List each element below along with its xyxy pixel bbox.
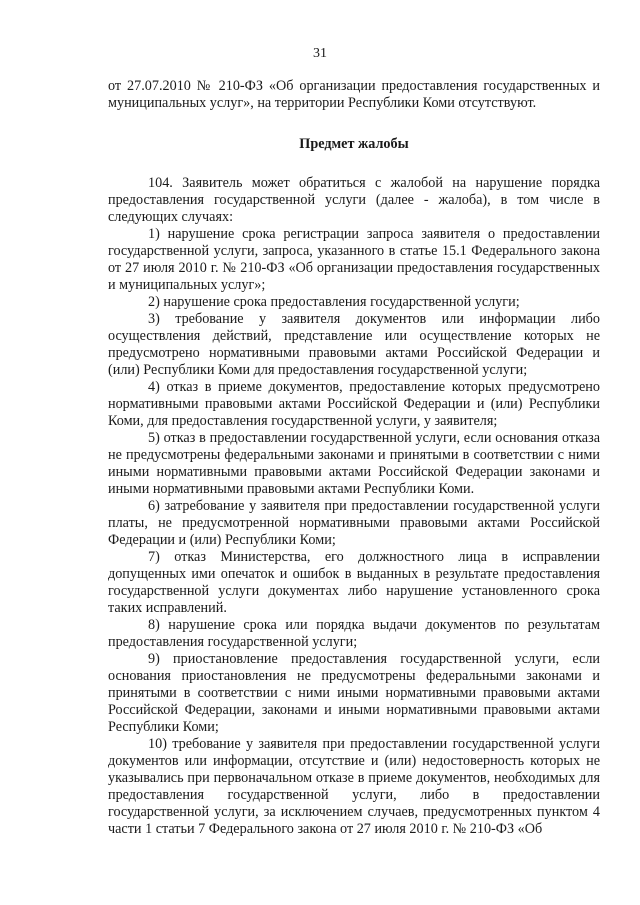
list-item-6: 6) затребование у заявителя при предоставлении государственной услуги платы, не предусмотренной нормативными правовыми актами Российской Федерации и (или) Республики Коми; <box>108 498 600 548</box>
list-item-7: 7) отказ Министерства, его должностного лица в исправлении допущенных ими опечаток и ошибок в выданных в результате предоставления государственной услуги документах либо нарушение установленного срока таких исправлений. <box>108 549 600 616</box>
list-item-8: 8) нарушение срока или порядка выдачи документов по результатам предоставления государственной услуги; <box>108 617 600 650</box>
document-body <box>108 78 600 838</box>
list-item-10: 10) требование у заявителя при предоставлении государственной услуги документов или информации, отсутствие и (или) недостоверность которых не указывались при первоначальном отказе в приеме документов, необходимых для предоставления государственной услуги, либо в предоставлении государственной услуги, за исключением случаев, предусмотренных пунктом 4 части 1 статьи 7 Федерального закона от 27 июля 2010 г. № 210-ФЗ «Об <box>108 736 600 837</box>
section-heading: Предмет жалобы <box>299 136 409 152</box>
intro-paragraph: от 27.07.2010 № 210-ФЗ «Об организации предоставления государственных и муниципальных услуг», на территории Республики Коми отсутствуют. <box>108 78 600 111</box>
paragraph-104: 104. Заявитель может обратиться с жалобой на нарушение порядка предоставления государственной услуги (далее - жалоба), в том числе в следующих случаях: <box>108 175 600 225</box>
list-item-3: 3) требование у заявителя документов или информации либо осуществления действий, представление или осуществление которых не предусмотрено нормативными правовыми актами Российской Федерации и (или) Республики Коми для предоставления государственной услуги; <box>108 311 600 378</box>
list-item-9: 9) приостановление предоставления государственной услуги, если основания приостановления не предусмотрены федеральными законами и принятыми в соответствии с ними иными нормативными правовыми актами Российской Федерации, законами и иными нормативными правовыми актами Республики Коми; <box>108 651 600 735</box>
list-item-1: 1) нарушение срока регистрации запроса заявителя о предоставлении государственной услуги, запроса, указанного в статье 15.1 Федерального закона от 27 июля 2010 г. № 210-ФЗ «Об организации предоставления государственных и муниципальных услуг»; <box>108 226 600 293</box>
list-item-2: 2) нарушение срока предоставления государственной услуги; <box>148 294 520 310</box>
list-item-5: 5) отказ в предоставлении государственной услуги, если основания отказа не предусмотрены федеральными законами и принятыми в соответствии с ними иными нормативными правовыми актами Российской Федерации законами и иными нормативными правовыми актами Республики Коми. <box>108 430 600 497</box>
page-number: 31 <box>313 46 327 61</box>
list-item-4: 4) отказ в приеме документов, предоставление которых предусмотрено нормативными правовыми актами Российской Федерации и (или) Республики Коми, для предоставления государственной услуги, у заявителя; <box>108 379 600 429</box>
